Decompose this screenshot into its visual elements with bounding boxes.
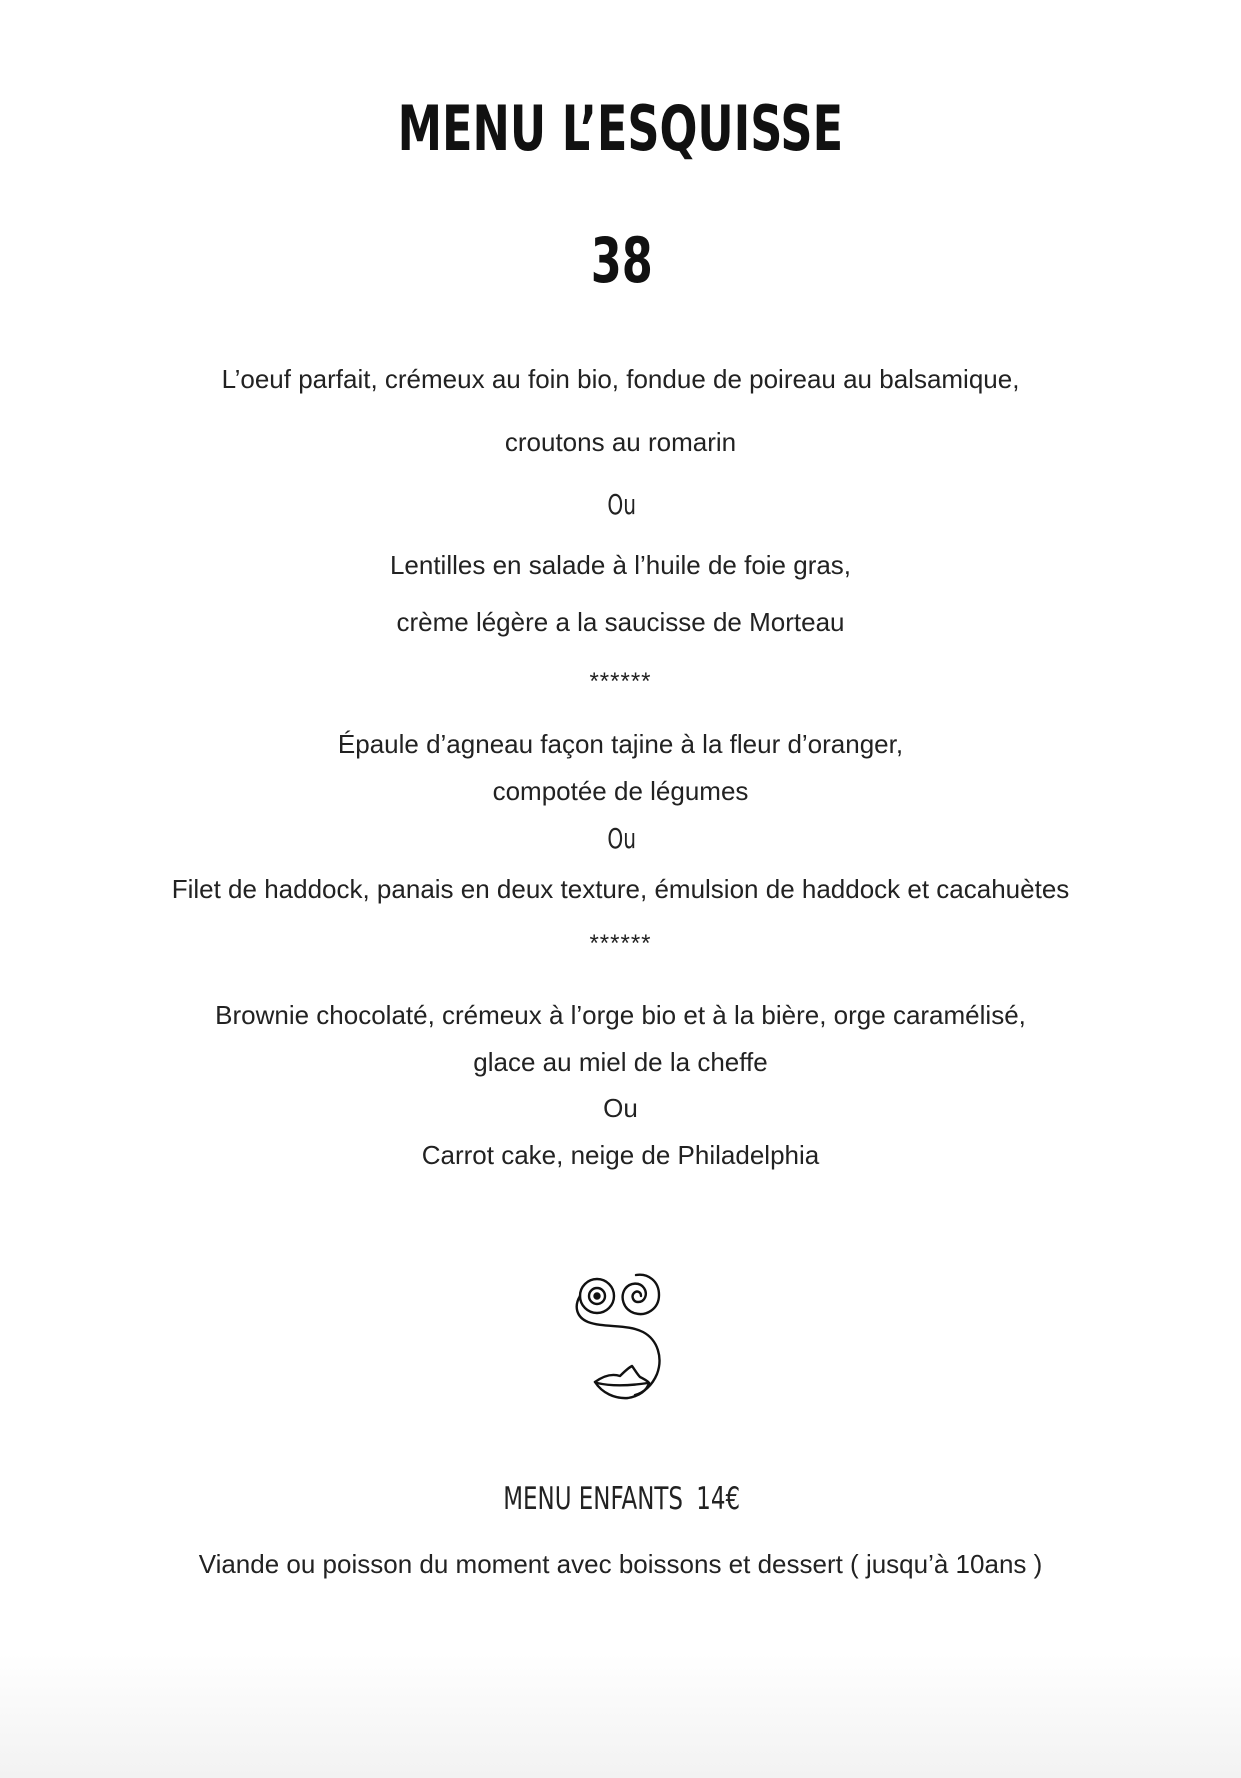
face-sketch-icon [570, 1262, 672, 1410]
dessert-option-2-line-1: Carrot cake, neige de Philadelphia [421, 1140, 820, 1170]
kids-menu-description: Viande ou poisson du moment avec boissons et dessert ( jusqu’à 10ans ) [198, 1549, 1043, 1579]
dessert-option-1-line-2: glace au miel de la cheffe [473, 1047, 768, 1077]
starter-or: Ou [607, 488, 637, 521]
menu-title: MENU L’ESQUISSE [397, 92, 844, 165]
starter-option-2-line-1: Lentilles en salade à l’huile de foie gras, [389, 550, 852, 580]
menu-price: 38 [590, 224, 653, 297]
course-separator-2: ****** [589, 930, 652, 957]
course-separator-1: ****** [589, 668, 652, 695]
main-option-1-line-1: Épaule d’agneau façon tajine à la fleur d’oranger, [337, 729, 904, 759]
starter-option-1-line-1: L’oeuf parfait, crémeux au foin bio, fondue de poireau au balsamique, [221, 364, 1020, 394]
main-or: Ou [607, 822, 637, 855]
kids-menu-price: 14€ [696, 1481, 741, 1517]
kids-menu-title [163, 1481, 1081, 1517]
kids-menu-label: MENU ENFANTS [503, 1481, 683, 1517]
dessert-or: Ou [603, 1093, 638, 1123]
main-option-1-line-2: compotée de légumes [492, 776, 749, 806]
dessert-option-1-line-1: Brownie chocolaté, crémeux à l’orge bio et à la bière, orge caramélisé, [215, 1000, 1026, 1030]
main-option-2-line-1: Filet de haddock, panais en deux texture, émulsion de haddock et cacahuètes [171, 874, 1070, 904]
starter-option-2-line-2: crème légère a la saucisse de Morteau [396, 607, 845, 637]
starter-option-1-line-2: croutons au romarin [504, 427, 737, 457]
